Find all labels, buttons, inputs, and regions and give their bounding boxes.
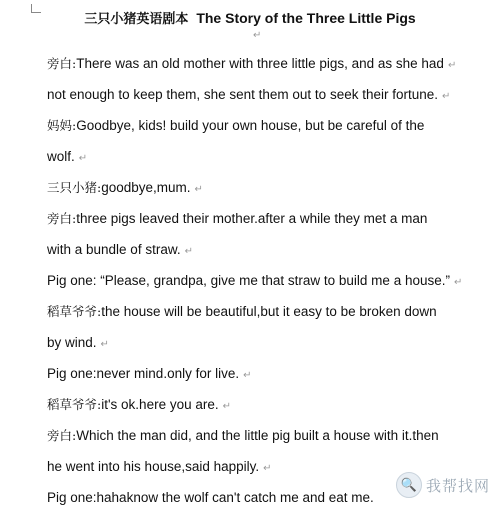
speaker-label: 旁白: (47, 56, 77, 71)
line-text: There was an old mother with three little pigs, and as she had (76, 56, 444, 71)
script-line (47, 365, 487, 385)
magnifier-logo-icon: 🔍 (396, 472, 422, 498)
site-watermark (396, 472, 494, 498)
line-text: by wind. (47, 335, 97, 350)
script-line (47, 55, 487, 75)
script-line (47, 117, 487, 135)
paragraph-mark: ↵ (442, 91, 451, 102)
script-line (47, 427, 487, 445)
paragraph-mark: ↵ (263, 463, 272, 474)
script-line (47, 396, 487, 416)
title-english: The Story of the Three Little Pigs (196, 10, 416, 26)
script-line (47, 86, 487, 106)
line-text: with a bundle of straw. (47, 242, 181, 257)
line-text: goodbye,mum. (101, 180, 191, 195)
line-text: the house will be beautiful,but it easy to be broken down (101, 304, 437, 319)
line-text: Goodbye, kids! build your own house, but be careful of the (76, 118, 425, 133)
script-line (47, 210, 487, 228)
line-text: Pig one:hahaknow the wolf can't catch me and eat me. (47, 490, 374, 505)
speaker-label: 旁白: (47, 428, 77, 443)
paragraph-mark: ↵ (184, 246, 193, 257)
paragraph-mark: ↵ (222, 401, 231, 412)
speaker-label: 妈妈: (47, 118, 77, 133)
script-line (47, 179, 487, 199)
line-text: wolf. (47, 149, 75, 164)
speaker-label: 稻草爷爷: (47, 304, 102, 319)
line-text: it's ok.here you are. (101, 397, 219, 412)
speaker-label: 三只小猪: (47, 180, 102, 195)
script-line (47, 148, 487, 168)
title-chinese: 三只小猪英语剧本 (84, 12, 189, 27)
speaker-label: 稻草爷爷: (47, 397, 102, 412)
paragraph-mark: ↵ (453, 277, 463, 288)
line-text: Which the man did, and the little pig built a house with it.then (76, 428, 439, 443)
paragraph-mark: ↵ (100, 339, 109, 350)
line-text: Pig one: “Please, grandpa, give me that straw to build me a house.” (47, 273, 450, 288)
paragraph-mark: ↵ (78, 153, 88, 164)
paragraph-mark: ↵ (253, 30, 262, 41)
document-title (0, 8, 500, 30)
script-line (47, 334, 487, 354)
line-text: three pigs leaved their mother.after a while they met a man (76, 211, 428, 226)
script-line (47, 303, 487, 321)
speaker-label: 旁白: (47, 211, 77, 226)
line-text: he went into his house,said happily. (47, 459, 260, 474)
paragraph-mark: ↵ (447, 60, 457, 71)
watermark-text: 我帮找网 (426, 476, 491, 495)
paragraph-mark: ↵ (194, 184, 203, 195)
paragraph-mark: ↵ (243, 370, 252, 381)
line-text: not enough to keep them, she sent them out to seek their fortune. (47, 87, 438, 102)
script-line (47, 272, 487, 292)
line-text: Pig one:never mind.only for live. (47, 366, 240, 381)
script-line (47, 241, 487, 261)
